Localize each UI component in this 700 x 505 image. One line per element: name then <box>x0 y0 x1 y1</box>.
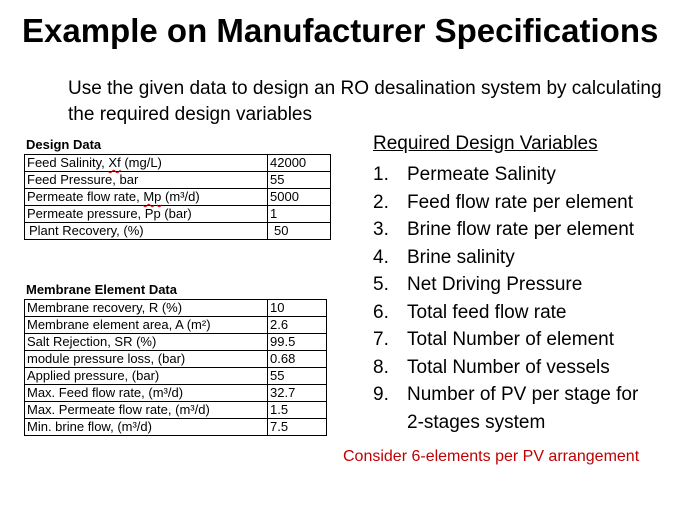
table-cell-label: Salt Rejection, SR (%) <box>25 334 268 351</box>
list-text: Total Number of vessels <box>407 356 610 378</box>
table-cell-value: 0.68 <box>268 351 327 368</box>
intro-text: Use the given data to design an RO desalination system by calculating the required design variables <box>68 78 662 125</box>
table-row <box>25 300 327 317</box>
table-cell-label: module pressure loss, (bar) <box>25 351 268 368</box>
table-cell-label: Feed Pressure, bar <box>25 172 268 189</box>
list-item <box>373 189 638 217</box>
list-item <box>373 381 638 409</box>
table-cell-value: 1.5 <box>268 402 327 419</box>
table-cell-label: Permeate flow rate, Mp (m³/d) <box>25 189 268 206</box>
membrane-data-table <box>24 299 327 436</box>
table-row <box>25 206 331 223</box>
list-number: 5. <box>373 274 389 295</box>
table-row <box>25 385 327 402</box>
list-item <box>373 244 638 272</box>
list-number: 6. <box>373 301 389 323</box>
membrane-data-heading: Membrane Element Data <box>26 282 177 297</box>
table-cell-label: Feed Salinity, Xf (mg/L) <box>25 155 268 172</box>
list-text: Brine flow rate per element <box>407 219 635 240</box>
table-row <box>25 334 327 351</box>
list-text: Number of PV per stage for <box>407 384 639 405</box>
list-text: 2-stages system <box>407 411 546 433</box>
table-row <box>25 419 327 436</box>
table-cell-label: Permeate pressure, Pp (bar) <box>25 206 268 223</box>
table-row <box>25 402 327 419</box>
design-data-table <box>24 154 331 240</box>
table-cell-value: 55 <box>268 172 331 189</box>
table-cell-label: Max. Permeate flow rate, (m³/d) <box>25 402 268 419</box>
list-number: 1. <box>373 164 389 185</box>
table-row <box>25 155 331 172</box>
table-row <box>25 368 327 385</box>
arrangement-note: Consider 6-elements per PV arrangement <box>343 448 640 465</box>
required-variables-list <box>373 161 638 436</box>
table-cell-value: 1 <box>268 206 331 223</box>
list-item <box>373 271 638 299</box>
list-text: Net Driving Pressure <box>407 274 583 295</box>
list-item <box>373 409 638 437</box>
table-cell-label: Plant Recovery, (%) <box>25 223 268 240</box>
table-cell-value: 50 <box>268 223 331 240</box>
list-item <box>373 354 638 382</box>
list-number: 7. <box>373 329 389 350</box>
table-cell-value: 10 <box>268 300 327 317</box>
table-row <box>25 317 327 334</box>
table-row <box>25 351 327 368</box>
table-cell-value: 32.7 <box>268 385 327 402</box>
table-cell-value: 5000 <box>268 189 331 206</box>
list-text: Feed flow rate per element <box>407 191 634 213</box>
table-cell-label: Applied pressure, (bar) <box>25 368 268 385</box>
table-row <box>25 189 331 206</box>
table-cell-value: 7.5 <box>268 419 327 436</box>
table-cell-label: Membrane recovery, R (%) <box>25 300 268 317</box>
list-number: 4. <box>373 246 389 268</box>
page-title: Example on Manufacturer Specifications <box>22 12 659 49</box>
list-number: 2. <box>373 191 389 213</box>
list-item <box>373 299 638 327</box>
list-item <box>373 216 638 244</box>
table-cell-value: 2.6 <box>268 317 327 334</box>
table-cell-label: Max. Feed flow rate, (m³/d) <box>25 385 268 402</box>
list-text: Total Number of element <box>407 329 614 350</box>
list-number: 9. <box>373 384 389 405</box>
list-number: 3. <box>373 219 389 240</box>
table-cell-value: 42000 <box>268 155 331 172</box>
design-data-heading: Design Data <box>26 137 102 152</box>
list-item <box>373 326 638 354</box>
list-item <box>373 161 638 189</box>
table-cell-value: 99.5 <box>268 334 327 351</box>
table-row <box>25 172 331 189</box>
required-variables-heading: Required Design Variables <box>373 133 598 154</box>
list-text: Total feed flow rate <box>407 301 567 323</box>
list-number: 8. <box>373 356 389 378</box>
list-text: Permeate Salinity <box>407 164 556 185</box>
list-text: Brine salinity <box>407 246 515 268</box>
table-cell-label: Membrane element area, A (m²) <box>25 317 268 334</box>
table-cell-label: Min. brine flow, (m³/d) <box>25 419 268 436</box>
list-number <box>373 409 407 437</box>
table-cell-value: 55 <box>268 368 327 385</box>
table-row <box>25 223 331 240</box>
